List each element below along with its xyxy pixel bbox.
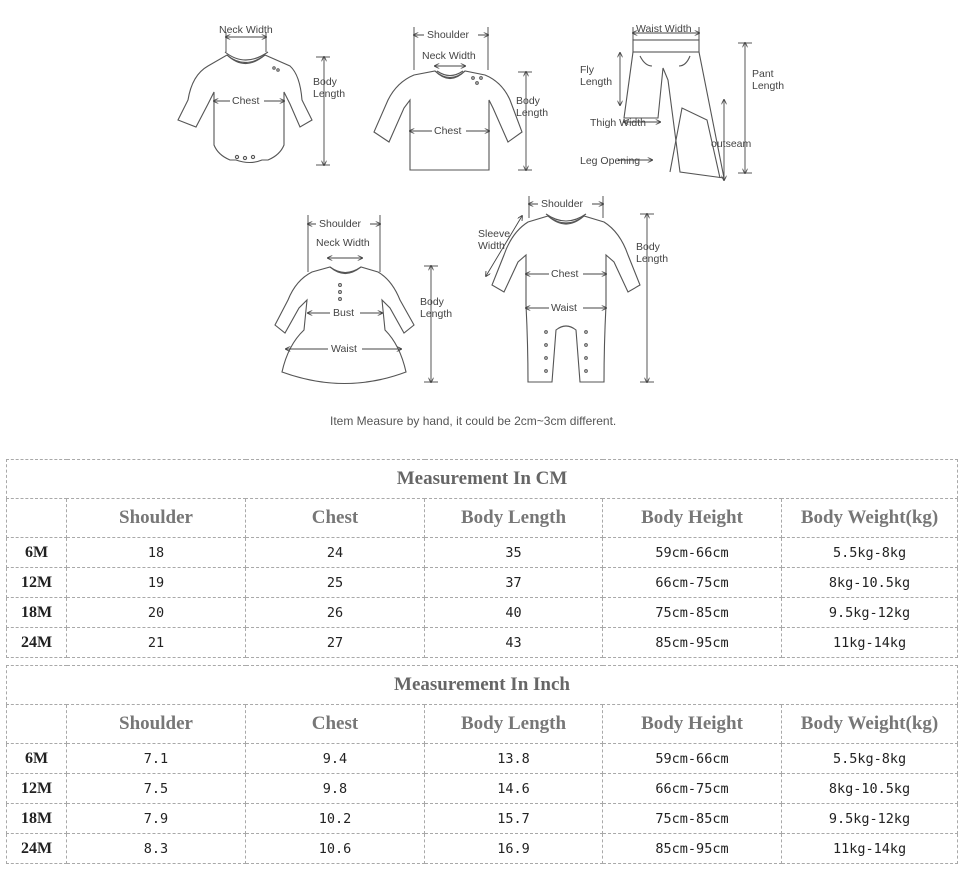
table-cell: 7.1 (67, 744, 246, 774)
table-cell: 75cm-85cm (603, 598, 782, 628)
table-cell: 10.2 (246, 804, 425, 834)
column-header: Chest (246, 705, 425, 744)
table-caption: Measurement In CM (7, 460, 958, 499)
column-header: Chest (246, 499, 425, 538)
pants-diagram (580, 23, 784, 180)
table-cell: 7.5 (67, 774, 246, 804)
table-cell: 8kg-10.5kg (782, 774, 958, 804)
table-cell: 24 (246, 538, 425, 568)
table-cell: 9.5kg-12kg (782, 804, 958, 834)
romper-sleeve-width-label: Sleeve Width (478, 228, 511, 252)
pants-thigh-width-label: Thigh Width (590, 117, 647, 129)
table-row (7, 568, 958, 598)
table-cell: 25 (246, 568, 425, 598)
dress-body-length-label: Body Length (420, 296, 453, 320)
table-cell: 11kg-14kg (782, 834, 958, 864)
column-header: Body Length (425, 705, 603, 744)
bodysuit-neck-width-label: Neck Width (219, 24, 273, 36)
table-cell: 37 (425, 568, 603, 598)
romper-waist-label: Waist (551, 302, 577, 314)
table-caption: Measurement In Inch (7, 666, 958, 705)
table-cell: 8.3 (67, 834, 246, 864)
table-cell: 9.5kg-12kg (782, 598, 958, 628)
size-table-inch (6, 665, 958, 864)
table-cell: 85cm-95cm (603, 834, 782, 864)
column-header (7, 705, 67, 744)
table-cell: 8kg-10.5kg (782, 568, 958, 598)
romper-shoulder-label: Shoulder (541, 198, 584, 210)
size-label: 18M (7, 598, 67, 628)
table-cell: 10.6 (246, 834, 425, 864)
romper-body-length-label: Body Length (636, 241, 669, 265)
table-cell: 26 (246, 598, 425, 628)
column-header: Body Weight(kg) (782, 499, 958, 538)
sweater-chest-label: Chest (434, 125, 462, 137)
sweater-shoulder-label: Shoulder (427, 29, 470, 41)
pants-fly-length-label: Fly Length (580, 64, 613, 88)
table-cell: 40 (425, 598, 603, 628)
table-row (7, 628, 958, 658)
pants-leg-opening-label: Leg Opening (580, 155, 641, 167)
size-label: 6M (7, 744, 67, 774)
table-cell: 85cm-95cm (603, 628, 782, 658)
table-cell: 19 (67, 568, 246, 598)
table-row (7, 598, 958, 628)
column-header: Shoulder (67, 705, 246, 744)
table-cell: 7.9 (67, 804, 246, 834)
sweater-body-length-label: Body Length (516, 95, 549, 119)
table-cell: 16.9 (425, 834, 603, 864)
size-label: 18M (7, 804, 67, 834)
romper-diagram (478, 196, 668, 382)
column-header: Body Length (425, 499, 603, 538)
column-header (7, 499, 67, 538)
bodysuit-chest-label: Chest (232, 95, 260, 107)
dress-shoulder-label: Shoulder (319, 218, 362, 230)
measure-note: Item Measure by hand, it could be 2cm~3cm different. (330, 414, 617, 428)
size-label: 12M (7, 774, 67, 804)
dress-waist-label: Waist (331, 343, 357, 355)
sweater-diagram (374, 27, 548, 170)
table-cell: 9.4 (246, 744, 425, 774)
table-cell: 75cm-85cm (603, 804, 782, 834)
table-row (7, 774, 958, 804)
bodysuit-body-length-label: Body Length (313, 76, 346, 100)
table-cell: 5.5kg-8kg (782, 538, 958, 568)
dress-bust-label: Bust (333, 307, 355, 319)
dress-neck-width-label: Neck Width (316, 237, 370, 249)
column-header: Body Height (603, 499, 782, 538)
table-cell: 59cm-66cm (603, 744, 782, 774)
table-row (7, 834, 958, 864)
pants-pant-length-label: Pant Length (752, 68, 785, 92)
size-label: 24M (7, 834, 67, 864)
table-cell: 35 (425, 538, 603, 568)
table-cell: 14.6 (425, 774, 603, 804)
table-row (7, 804, 958, 834)
table-cell: 18 (67, 538, 246, 568)
pants-outseam-label: outseam (711, 138, 752, 150)
table-cell: 15.7 (425, 804, 603, 834)
romper-chest-label: Chest (551, 268, 579, 280)
size-label: 24M (7, 628, 67, 658)
table-cell: 5.5kg-8kg (782, 744, 958, 774)
column-header: Shoulder (67, 499, 246, 538)
size-table-cm (6, 459, 958, 658)
table-cell: 20 (67, 598, 246, 628)
size-label: 6M (7, 538, 67, 568)
table-cell: 66cm-75cm (603, 774, 782, 804)
table-cell: 9.8 (246, 774, 425, 804)
table-cell: 11kg-14kg (782, 628, 958, 658)
table-cell: 59cm-66cm (603, 538, 782, 568)
table-row (7, 744, 958, 774)
table-row (7, 538, 958, 568)
table-cell: 66cm-75cm (603, 568, 782, 598)
bodysuit-diagram (178, 24, 345, 165)
dress-diagram (275, 215, 452, 384)
sweater-neck-width-label: Neck Width (422, 50, 476, 62)
table-cell: 43 (425, 628, 603, 658)
table-cell: 21 (67, 628, 246, 658)
size-label: 12M (7, 568, 67, 598)
column-header: Body Height (603, 705, 782, 744)
table-cell: 13.8 (425, 744, 603, 774)
column-header: Body Weight(kg) (782, 705, 958, 744)
table-cell: 27 (246, 628, 425, 658)
pants-waist-width-label: Waist Width (636, 23, 692, 35)
